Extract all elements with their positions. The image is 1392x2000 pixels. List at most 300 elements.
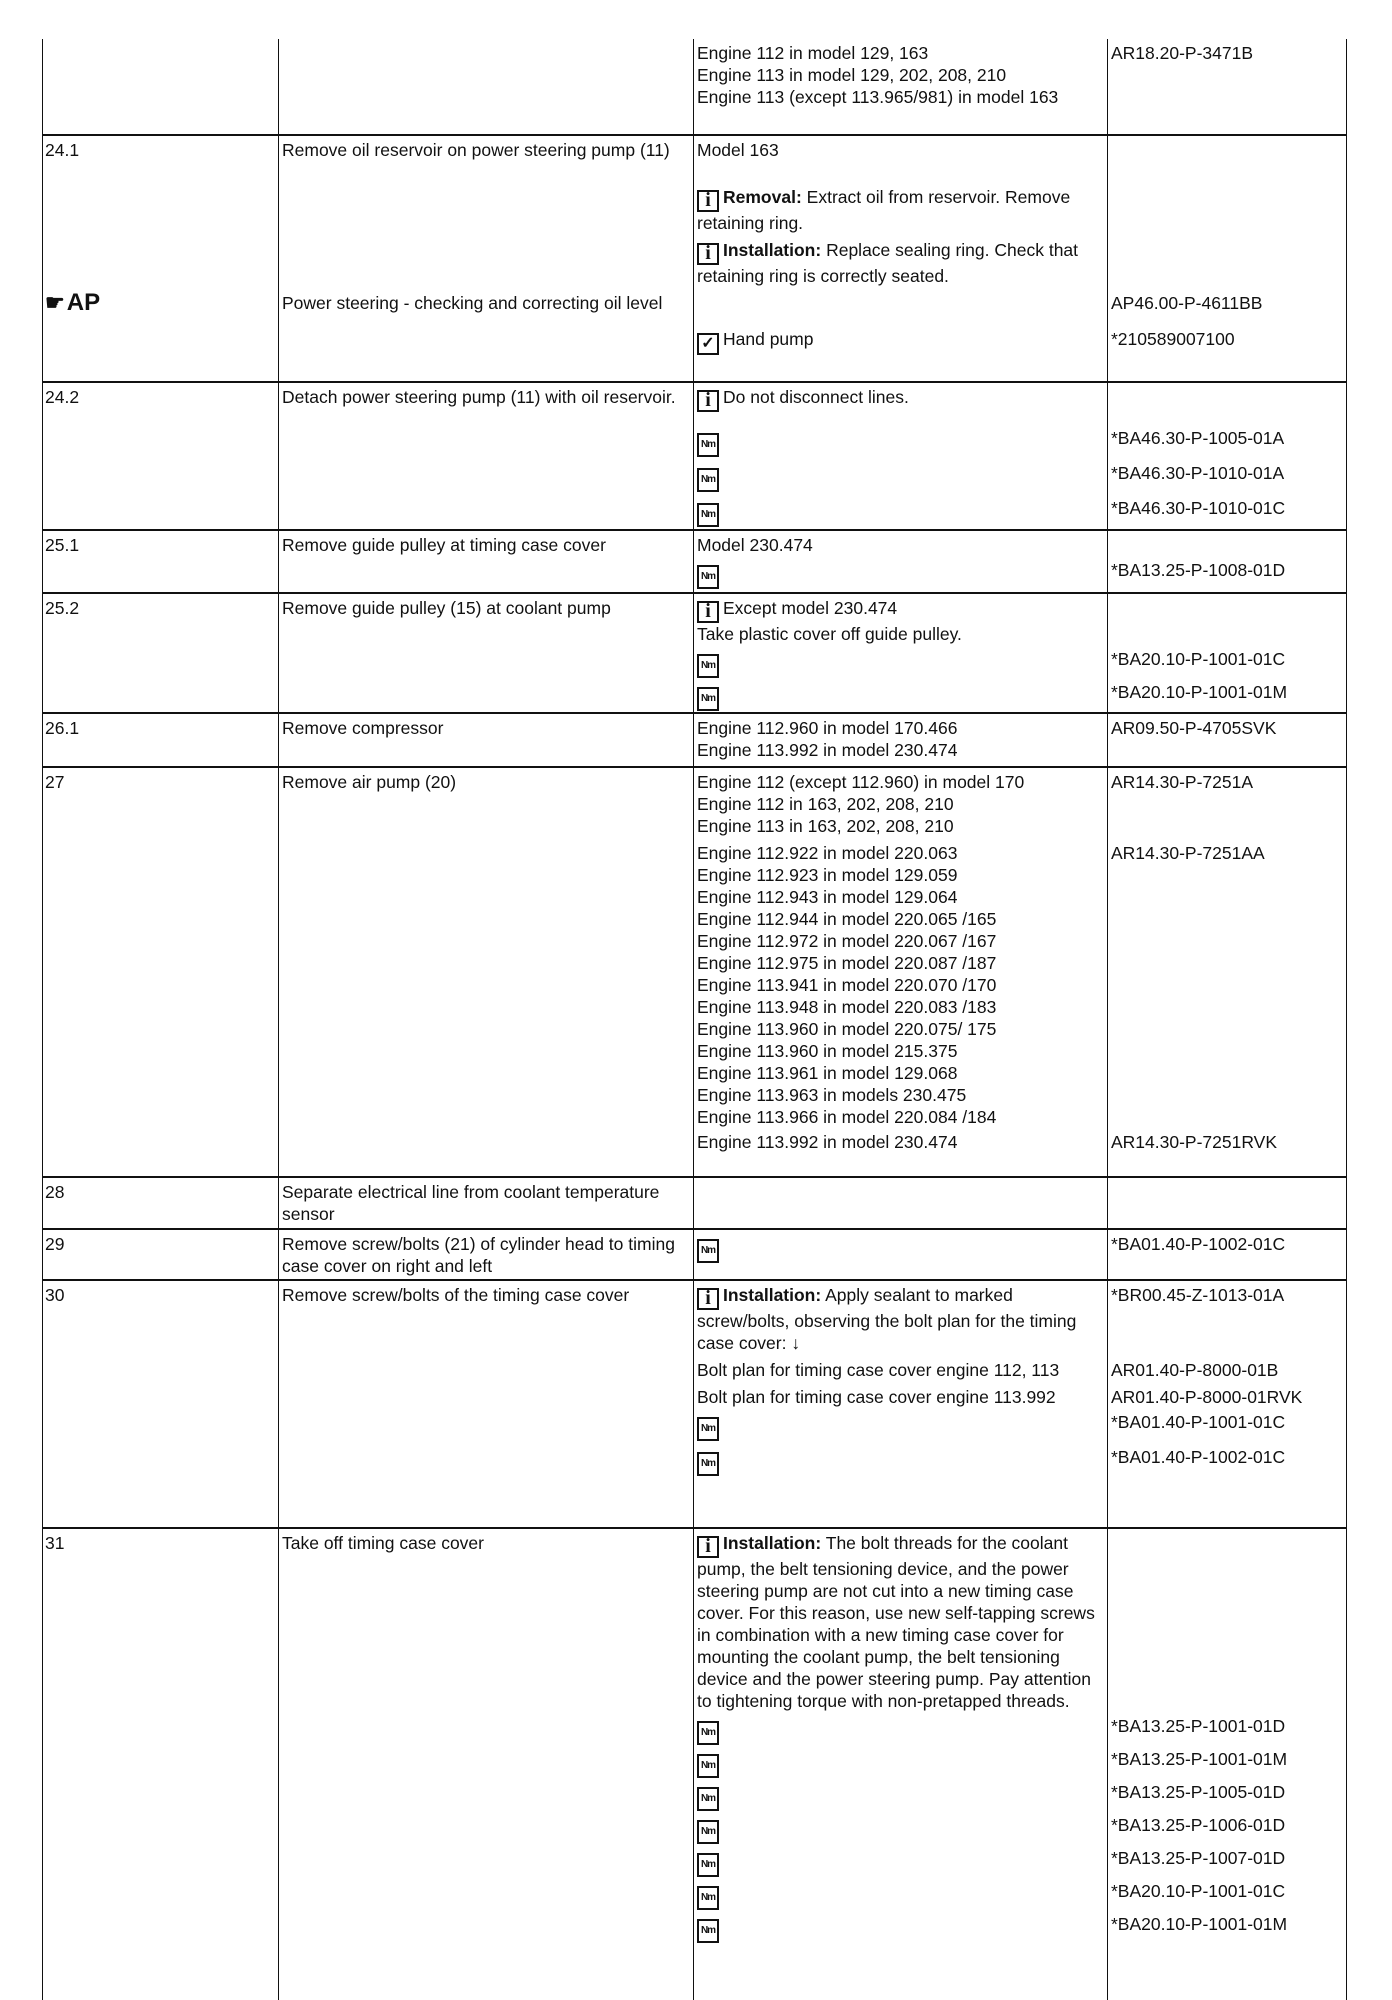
table-row (42, 594, 1347, 714)
notes-cell (693, 1847, 1107, 1877)
reference-link[interactable]: *BA01.40-P-1002-01C (1111, 1234, 1286, 1254)
reference-link[interactable]: AR14.30-P-7251AA (1111, 843, 1265, 863)
notes-cell (693, 534, 1107, 556)
note-text: Extract oil from reservoir. Remove retaining ring. (697, 187, 1071, 233)
reference-cell (1107, 1748, 1347, 1778)
note-text: Engine 113.960 in model 215.375 (697, 1041, 958, 1061)
note-line (697, 815, 1101, 837)
reference-link[interactable]: *BA46.30-P-1010-01C (1111, 498, 1286, 518)
notes-cell (693, 239, 1107, 287)
row-line (42, 1441, 1347, 1476)
note-line (697, 1131, 1101, 1153)
nm-icon: Nm (697, 1754, 719, 1778)
note-line (697, 534, 1101, 556)
reference-cell (1107, 427, 1347, 457)
nm-icon: Nm (697, 1452, 719, 1476)
operation-text: Remove oil reservoir on power steering pump (11) (282, 140, 670, 160)
operation-cell (278, 1411, 693, 1441)
reference-cell (1107, 1913, 1347, 1943)
note-text: Engine 112.923 in model 129.059 (697, 865, 958, 885)
reference-link[interactable]: AR14.30-P-7251RVK (1111, 1132, 1278, 1152)
nm-icon: Nm (697, 687, 719, 711)
note-line (697, 64, 1101, 86)
operation-cell (278, 328, 693, 355)
note-line (697, 864, 1101, 886)
note-line (697, 559, 1101, 589)
reference-cell (1107, 139, 1347, 161)
reference-cell (1107, 842, 1347, 1128)
step-cell (42, 1284, 278, 1354)
note-text: Engine 113.992 in model 230.474 (697, 740, 958, 760)
reference-cell (1107, 771, 1347, 837)
operation-cell (278, 42, 693, 108)
operation-cell (278, 386, 693, 412)
note-line (697, 793, 1101, 815)
note-line (697, 1386, 1101, 1408)
note-line (697, 1446, 1101, 1476)
notes-cell (693, 292, 1107, 315)
note-line (697, 648, 1101, 678)
reference-cell (1107, 1532, 1347, 1712)
row-line (42, 1910, 1347, 1943)
note-heading: Installation: (723, 1285, 822, 1305)
table-row (42, 136, 1347, 383)
info-icon: i (697, 1288, 719, 1310)
row-content (42, 136, 1347, 381)
reference-link[interactable]: *BA46.30-P-1010-01A (1111, 463, 1285, 483)
row-line (42, 1281, 1347, 1354)
reference-cell (1107, 1715, 1347, 1745)
nm-icon: Nm (697, 433, 719, 457)
operation-text: Remove screw/bolts of the timing case cover (282, 1285, 630, 1305)
reference-cell (1107, 597, 1347, 645)
step-cell (42, 1181, 278, 1225)
nm-icon: Nm (697, 1721, 719, 1745)
row-line (42, 136, 1347, 161)
note-text: Hand pump (723, 329, 814, 349)
note-line (697, 427, 1101, 457)
note-text: Apply sealant to marked screw/bolts, observing the bolt plan for the timing case cover: ↓ (697, 1285, 1077, 1353)
step-cell (42, 328, 278, 355)
reference-cell (1107, 239, 1347, 287)
note-line (697, 1847, 1101, 1877)
operation-cell (278, 1386, 693, 1408)
nm-icon: Nm (697, 565, 719, 589)
row-line (42, 678, 1347, 711)
nm-icon: Nm (697, 1417, 719, 1441)
row-content (42, 383, 1347, 529)
reference-link[interactable]: *BA46.30-P-1005-01A (1111, 428, 1285, 448)
row-line (42, 714, 1347, 761)
step-cell (42, 1880, 278, 1910)
operation-cell (278, 186, 693, 234)
nm-icon: Nm (697, 654, 719, 678)
step-number: 25.2 (45, 598, 80, 618)
notes-cell (693, 648, 1107, 678)
reference-cell (1107, 1880, 1347, 1910)
step-cell (42, 1847, 278, 1877)
note-text: Model 230.474 (697, 535, 813, 555)
step-number: 24.2 (45, 387, 80, 407)
row-content (42, 39, 1347, 134)
operation-cell (278, 1847, 693, 1877)
table-row (42, 1178, 1347, 1230)
note-text: Engine 113 in 163, 202, 208, 210 (697, 816, 954, 836)
operation-text: Take off timing case cover (282, 1533, 484, 1553)
step-cell (42, 681, 278, 711)
note-line (697, 1411, 1101, 1441)
nm-icon: Nm (697, 1919, 719, 1943)
operation-cell (278, 1446, 693, 1476)
note-text: Engine 112 in 163, 202, 208, 210 (697, 794, 954, 814)
reference-link[interactable]: AR01.40-P-8000-01B (1111, 1360, 1279, 1380)
step-cell (42, 289, 278, 316)
row-line (42, 1354, 1347, 1381)
reference-cell (1107, 1446, 1347, 1476)
notes-cell (693, 1411, 1107, 1441)
operation-cell (278, 1748, 693, 1778)
reference-link[interactable]: *BA20.10-P-1001-01C (1111, 1881, 1286, 1901)
operation-cell (278, 559, 693, 589)
row-line (42, 1811, 1347, 1844)
ap-label: AP (66, 289, 101, 316)
row-line (42, 1712, 1347, 1745)
operation-text: Remove guide pulley at timing case cover (282, 535, 606, 555)
reference-link[interactable]: *BA13.25-P-1005-01D (1111, 1782, 1286, 1802)
notes-cell (693, 328, 1107, 355)
operation-cell (278, 648, 693, 678)
reference-link[interactable]: AR14.30-P-7251A (1111, 772, 1254, 792)
row-content (42, 714, 1347, 766)
row-content (42, 531, 1347, 592)
row-line (42, 412, 1347, 457)
operation-cell (278, 139, 693, 161)
reference-cell (1107, 648, 1347, 678)
row-line (42, 1529, 1347, 1712)
step-number: 25.1 (45, 535, 80, 555)
note-line (697, 1062, 1101, 1084)
step-cell (42, 1411, 278, 1441)
reference-cell (1107, 1359, 1347, 1381)
notes-cell (693, 842, 1107, 1128)
notes-cell (693, 42, 1107, 108)
operation-cell (278, 1233, 693, 1277)
note-text: Engine 112 in model 129, 163 (697, 43, 929, 63)
notes-cell (693, 1913, 1107, 1943)
notes-cell (693, 386, 1107, 412)
note-line (697, 739, 1101, 761)
notes-cell (693, 1781, 1107, 1811)
operation-text: Power steering - checking and correcting oil level (282, 293, 663, 313)
nm-icon: Nm (697, 503, 719, 527)
note-line (697, 1532, 1101, 1712)
reference-link[interactable]: *BA20.10-P-1001-01M (1111, 1914, 1288, 1934)
note-heading: Installation: (723, 1533, 822, 1553)
step-cell (42, 186, 278, 234)
operation-cell (278, 427, 693, 457)
reference-cell (1107, 328, 1347, 355)
reference-cell (1107, 681, 1347, 711)
operation-text: Remove air pump (20) (282, 772, 457, 792)
reference-link[interactable]: *BA13.25-P-1006-01D (1111, 1815, 1286, 1835)
reference-cell (1107, 462, 1347, 492)
row-line (42, 1745, 1347, 1778)
operation-cell (278, 717, 693, 761)
nm-icon: Nm (697, 1886, 719, 1910)
step-number: 28 (45, 1182, 65, 1202)
note-heading: Removal: (723, 187, 802, 207)
step-cell (42, 534, 278, 556)
note-text: Replace sealing ring. Check that retaining ring is correctly seated. (697, 240, 1079, 286)
row-content (42, 1178, 1347, 1228)
step-cell (42, 1131, 278, 1153)
row-content (42, 1529, 1347, 2000)
table-row (42, 1230, 1347, 1281)
table-row (42, 39, 1347, 136)
reference-cell (1107, 186, 1347, 234)
notes-cell (693, 1359, 1107, 1381)
table-row (42, 1281, 1347, 1529)
reference-cell (1107, 717, 1347, 761)
reference-link[interactable]: *BA13.25-P-1001-01D (1111, 1716, 1286, 1736)
reference-link[interactable]: *BA13.25-P-1008-01D (1111, 560, 1286, 580)
reference-link[interactable]: *BA20.10-P-1001-01C (1111, 649, 1286, 669)
notes-cell (693, 1880, 1107, 1910)
reference-link[interactable]: *210589007100 (1111, 329, 1235, 349)
note-line (697, 186, 1101, 234)
reference-cell (1107, 559, 1347, 589)
reference-link[interactable]: AP46.00-P-4611BB (1111, 293, 1263, 313)
operation-cell (278, 1131, 693, 1153)
row-line (42, 645, 1347, 678)
operation-text: Remove screw/bolts (21) of cylinder head to timing case cover on right and left (282, 1234, 675, 1276)
operation-cell (278, 842, 693, 1128)
notes-cell (693, 186, 1107, 234)
step-cell (42, 1233, 278, 1277)
note-line (697, 1748, 1101, 1778)
note-text: Except model 230.474 (723, 598, 898, 618)
note-line (697, 386, 1101, 412)
note-text: Bolt plan for timing case cover engine 112, 113 (697, 1360, 1060, 1380)
row-line (42, 383, 1347, 412)
step-cell (42, 1715, 278, 1745)
step-cell (42, 1748, 278, 1778)
note-text: Engine 113.992 in model 230.474 (697, 1132, 958, 1152)
note-text: Engine 113.961 in model 129.068 (697, 1063, 958, 1083)
row-line (42, 531, 1347, 556)
operation-cell (278, 497, 693, 527)
operation-cell (278, 239, 693, 287)
notes-cell (693, 139, 1107, 161)
note-line (697, 42, 1101, 64)
table-row (42, 1529, 1347, 2000)
step-cell (42, 239, 278, 287)
note-line (697, 1106, 1101, 1128)
operation-cell (278, 1284, 693, 1354)
reference-link[interactable]: *BA01.40-P-1001-01C (1111, 1412, 1286, 1432)
ap-reference-marker (45, 289, 101, 316)
info-icon: i (697, 190, 719, 212)
reference-cell (1107, 1386, 1347, 1408)
operation-cell (278, 1359, 693, 1381)
step-cell (42, 1781, 278, 1811)
note-line (697, 86, 1101, 108)
notes-cell (693, 771, 1107, 837)
note-text: Engine 113.948 in model 220.083 /183 (697, 997, 997, 1017)
reference-cell (1107, 1781, 1347, 1811)
step-cell (42, 386, 278, 412)
note-line (697, 842, 1101, 864)
notes-cell (693, 1748, 1107, 1778)
operation-cell (278, 1814, 693, 1844)
step-cell (42, 139, 278, 161)
note-line (697, 886, 1101, 908)
note-line (697, 1084, 1101, 1106)
row-content (42, 1281, 1347, 1527)
step-cell (42, 462, 278, 492)
note-line (697, 462, 1101, 492)
row-line (42, 161, 1347, 234)
nm-icon: Nm (697, 1820, 719, 1844)
info-icon: i (697, 1536, 719, 1558)
step-cell (42, 597, 278, 645)
reference-cell (1107, 1814, 1347, 1844)
notes-cell (693, 681, 1107, 711)
reference-cell (1107, 534, 1347, 556)
step-cell (42, 1359, 278, 1381)
row-content (42, 768, 1347, 1176)
reference-cell (1107, 1131, 1347, 1153)
step-cell (42, 1814, 278, 1844)
reference-cell (1107, 386, 1347, 412)
note-text: Engine 113.966 in model 220.084 /184 (697, 1107, 997, 1127)
nm-icon: Nm (697, 1239, 719, 1263)
row-line (42, 594, 1347, 645)
step-number: 27 (45, 772, 65, 792)
reference-cell (1107, 1847, 1347, 1877)
operation-cell (278, 292, 693, 315)
step-cell (42, 648, 278, 678)
note-line (697, 771, 1101, 793)
notes-cell (693, 1284, 1107, 1354)
note-line (697, 1814, 1101, 1844)
note-line (697, 1284, 1101, 1354)
note-line (697, 717, 1101, 739)
note-text: Model 163 (697, 140, 779, 160)
operation-text: Detach power steering pump (11) with oil reservoir. (282, 387, 676, 407)
row-line (42, 1128, 1347, 1153)
operation-cell (278, 1715, 693, 1745)
note-text: Take plastic cover off guide pulley. (697, 624, 962, 644)
note-text: Engine 112.960 in model 170.466 (697, 718, 958, 738)
note-line (697, 996, 1101, 1018)
notes-cell (693, 1386, 1107, 1408)
notes-cell (693, 462, 1107, 492)
note-line (697, 952, 1101, 974)
step-cell (42, 42, 278, 108)
operation-cell (278, 1913, 693, 1943)
reference-cell (1107, 1284, 1347, 1354)
note-line (697, 239, 1101, 287)
reference-link[interactable]: *BA01.40-P-1002-01C (1111, 1447, 1286, 1467)
operation-cell (278, 597, 693, 645)
reference-cell (1107, 497, 1347, 527)
reference-link[interactable]: *BA13.25-P-1001-01M (1111, 1749, 1288, 1769)
reference-cell (1107, 42, 1347, 108)
note-line (697, 908, 1101, 930)
notes-cell (693, 559, 1107, 589)
reference-link[interactable]: *BR00.45-Z-1013-01A (1111, 1285, 1285, 1305)
note-text: Engine 113.960 in model 220.075/ 175 (697, 1019, 997, 1039)
note-line (697, 497, 1101, 527)
info-icon: i (697, 390, 719, 412)
reference-link[interactable]: AR09.50-P-4705SVK (1111, 718, 1277, 738)
note-text: Engine 113.941 in model 220.070 /170 (697, 975, 997, 995)
note-text: The bolt threads for the coolant pump, the belt tensioning device, and the power steering pump are not cut into a new timing case cover. For this reason, use new self-tapping screws in combination with a new timing case cover for mounting the coolant pump, the belt tensioning device and the power steering pump. Pay attention to tightening torque with non-pretapped threads. (697, 1533, 1095, 1711)
row-line (42, 1381, 1347, 1408)
row-line (42, 315, 1347, 355)
reference-link[interactable]: *BA20.10-P-1001-01M (1111, 682, 1288, 702)
reference-cell (1107, 1233, 1347, 1277)
step-number: 31 (45, 1533, 65, 1553)
reference-cell (1107, 1181, 1347, 1225)
procedure-table (42, 39, 1347, 2000)
note-text: Engine 113 in model 129, 202, 208, 210 (697, 65, 1007, 85)
step-number: 26.1 (45, 718, 80, 738)
note-line (697, 623, 1101, 645)
row-line (42, 39, 1347, 108)
step-cell (42, 771, 278, 837)
row-line (42, 457, 1347, 492)
note-line (697, 681, 1101, 711)
row-line (42, 1178, 1347, 1225)
note-heading: Installation: (723, 240, 822, 260)
note-line (697, 1913, 1101, 1943)
reference-link[interactable]: AR18.20-P-3471B (1111, 43, 1254, 63)
step-cell (42, 1386, 278, 1408)
row-line (42, 234, 1347, 287)
reference-link[interactable]: *BA13.25-P-1007-01D (1111, 1848, 1286, 1868)
notes-cell (693, 1446, 1107, 1476)
row-content (42, 594, 1347, 712)
notes-cell (693, 1814, 1107, 1844)
step-cell (42, 842, 278, 1128)
reference-link[interactable]: AR01.40-P-8000-01RVK (1111, 1387, 1303, 1407)
row-line (42, 1778, 1347, 1811)
info-icon: i (697, 243, 719, 265)
step-cell (42, 1446, 278, 1476)
operation-cell (278, 1880, 693, 1910)
operation-text: Separate electrical line from coolant temperature sensor (282, 1182, 660, 1224)
note-line (697, 1233, 1101, 1263)
table-row (42, 768, 1347, 1178)
step-cell (42, 559, 278, 589)
notes-cell (693, 1715, 1107, 1745)
note-line (697, 974, 1101, 996)
operation-cell (278, 681, 693, 711)
notes-cell (693, 497, 1107, 527)
note-line (697, 1040, 1101, 1062)
note-text: Engine 112.922 in model 220.063 (697, 843, 958, 863)
note-text: Engine 112.943 in model 129.064 (697, 887, 958, 907)
note-text: Engine 112.972 in model 220.067 /167 (697, 931, 997, 951)
row-line (42, 1408, 1347, 1441)
row-line (42, 1877, 1347, 1910)
reference-cell (1107, 1411, 1347, 1441)
table-row (42, 531, 1347, 594)
note-text: Engine 112.944 in model 220.065 /165 (697, 909, 997, 929)
step-cell (42, 427, 278, 457)
